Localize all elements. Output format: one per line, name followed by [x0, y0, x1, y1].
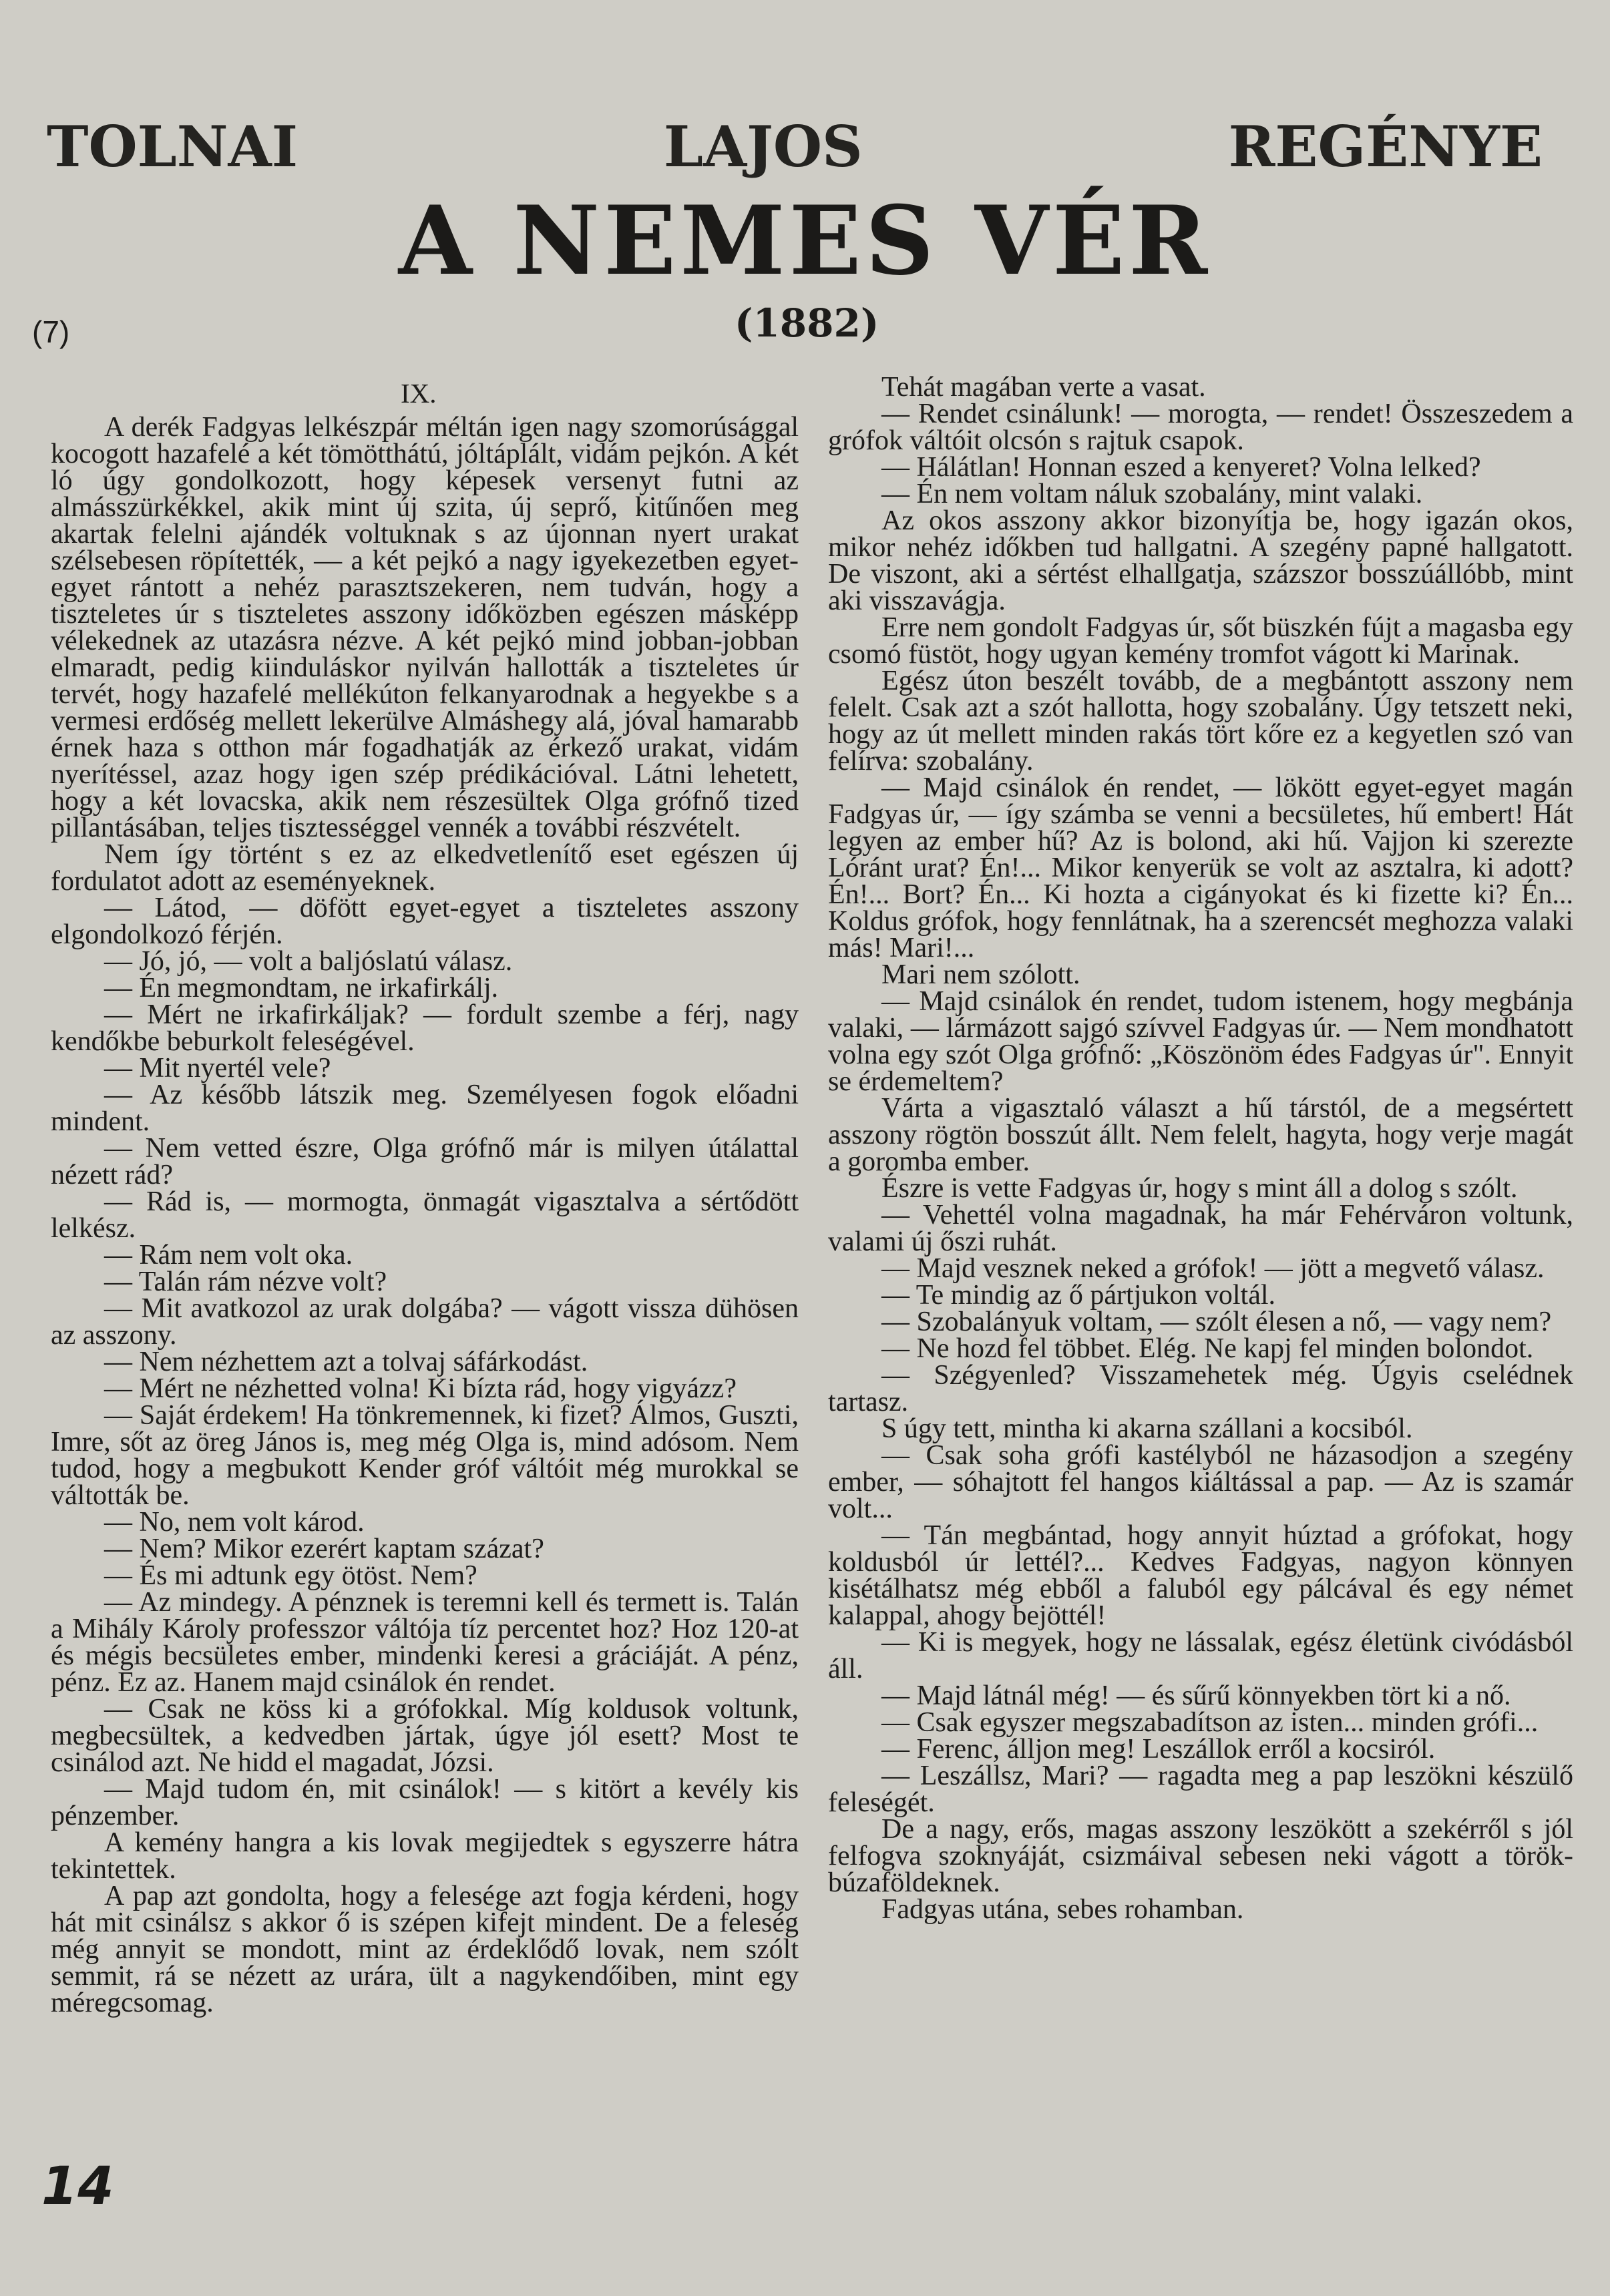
- serial-number: (7): [32, 314, 70, 349]
- paragraph: — Nem nézhettem azt a tolvaj sáfárkodást.: [104, 1347, 588, 1377]
- novel-title: A NEMES VÉR: [398, 186, 1212, 296]
- paragraph: — Ki is megyek, hogy ne lássalak, egész életünk civódásból áll.: [828, 1627, 1573, 1684]
- paragraph: A pap azt gondolta, hogy a felesége azt fogja kérdeni, hogy hát mit csinálsz s akkor ő is szépen kifejt mindent. De a feleség még annyit se mondott, mint az érdeklődő lovak, nem szólt semmit, rá se nézett az urára, ült a nagykendőiben, mint egy méregcsomag.: [51, 1881, 799, 2018]
- left-column: [51, 414, 799, 2016]
- paragraph: — Majd látnál még! — és sűrű könnyekben tört ki a nő.: [881, 1680, 1511, 1711]
- paragraph: A derék Fadgyas lelkészpár méltán igen nagy szomorúsággal kocogott hazafelé a két tömötthátú, jóltáplált, vidám pejkón. A két ló úgy gondolkozott, hogy képesek versenyt futni az almásszürkékkel, akik mint új szita, új seprő, kitűnően meg akartak felelni ajándék voltuknak s az újonnan nyert urakat szélsebesen röpítették, — a két pejkó a nagy igyekezetben egyet-egyet rántott a nehéz parasztszekeren, nem tudván, hogy a tiszteletes úr s tiszteletes asszony időközben egészen másképp vélekednek az utazásra nézve. A két pejkó mind jobban-jobban elmaradt, pedig kiinduláskor nyilván hallották a tiszteletes úr tervét, hogy hazafelé mellékúton felkanyarodnak a hegyekbe s a vermesi erdőség mellett lekerülve Almáshegy alá, jóval hamarabb érnek haza s otthon már fogadhatják az érkező urakat, vidám nyerítéssel, azaz hogy igen szép prédikációval. Látni lehetett, hogy a két lovacska, akik nem részesültek Olga grófnő tized pillantásában, teljes tisztességgel vennék a további részvételt.: [51, 412, 799, 843]
- kicker-novel: REGÉNYE: [1228, 113, 1543, 180]
- paragraph: Tehát magában verte a vasat.: [881, 372, 1206, 403]
- paragraph: S úgy tett, mintha ki akarna szállani a kocsiból.: [881, 1413, 1413, 1444]
- paragraph: — Majd csinálok én rendet, tudom istenem, hogy megbánja valaki, — lármázott sajgó szívvel Fadgyas úr. — Nem mondhatott volna egy szót Olga grófnő: „Köszönöm édes Fadgyas úr". Ennyit se érdemeltem?: [828, 986, 1573, 1097]
- paragraph: — Rád is, — mormogta, önmagát vigasztalva a sértődött lelkész.: [51, 1186, 799, 1244]
- paragraph: Mari nem szólott.: [881, 959, 1080, 990]
- paragraph: Várta a vigasztaló választ a hű társtól, de a megsértett asszony rögtön bosszút állt. Nem felelt, hagyta, hogy verje magát a goromba ember.: [828, 1093, 1573, 1177]
- paragraph: — Csak egyszer megszabadítson az isten... minden grófi...: [881, 1707, 1539, 1738]
- paragraph: — Ferenc, álljon meg! Leszállok erről a kocsiról.: [881, 1734, 1436, 1765]
- paragraph: — Csak soha grófi kastélyból ne házasodjon a szegény ember, — sóhajtott fel hangos kiáltással a pap. — Az is szamár volt...: [828, 1440, 1573, 1524]
- paragraph: — Tán megbántad, hogy annyit húztad a grófokat, hogy koldusból úr lettél?... Kedves Fadgyas, nagyon könnyen kisétálhatsz még ebből a faluból egy pálcával és egy német kalappal, ahogy bejöttél!: [828, 1520, 1573, 1631]
- paragraph: — És mi adtunk egy ötöst. Nem?: [104, 1560, 477, 1591]
- paragraph: — Talán rám nézve volt?: [104, 1267, 387, 1297]
- kicker-author-last: LAJOS: [663, 113, 863, 180]
- right-column: [828, 374, 1573, 1923]
- page-number: 14: [41, 2156, 114, 2217]
- paragraph: — Leszállsz, Mari? — ragadta meg a pap leszökni készülő feleségét.: [828, 1761, 1573, 1818]
- novel-year: (1882): [735, 300, 879, 346]
- paragraph: — Vehettél volna magadnak, ha már Fehérváron voltunk, valami új őszi ruhát.: [828, 1200, 1573, 1257]
- paragraph: — Saját érdekem! Ha tönkremennek, ki fizet? Álmos, Guszti, Imre, sőt az öreg János is, meg még Olga is, mind adósom. Nem tudod, hogy a megbukott Kender gróf váltóit még murokkal se váltották be.: [51, 1400, 799, 1511]
- paragraph: — Rendet csinálunk! — morogta, — rendet! Összeszedem a grófok váltóit olcsón s rajtuk csapok.: [828, 399, 1573, 456]
- paragraph: — Látod, — döfött egyet-egyet a tiszteletes asszony elgondolkozó férjén.: [51, 893, 799, 950]
- paragraph: Egész úton beszélt tovább, de a megbántott asszony nem felelt. Csak azt a szót hallotta, hogy szobalány. Úgy tetszett neki, hogy az út mellett minden rakás tört kőre ez a kegyetlen szó van felírva: szobalány.: [828, 666, 1573, 776]
- paragraph: — Csak ne köss ki a grófokkal. Míg koldusok voltunk, megbecsültek, a kedvedben jártak, úgye jól esett? Most te csinálod azt. Ne hidd el magadat, Józsi.: [51, 1694, 799, 1778]
- paragraph: — No, nem volt károd.: [104, 1507, 365, 1538]
- paragraph: — Majd vesznek neked a grófok! — jött a megvető válasz.: [881, 1253, 1545, 1284]
- paragraph: — Majd csinálok én rendet, — lökött egyet-egyet magán Fadgyas úr, — így számba se venni a becsületes, hű embert! Hát legyen az ember hű? Az is bolond, aki hű. Vajjon ki szerezte Lóránt urat? Én!... Mikor kenyerük se volt az asztalra, ki adott? Én!... Bort? Én... Ki hozta a cigányokat és ki fizette ki? Én... Koldus grófok, hogy fennlátnak, ha a szerencsét meghozza valaki más! Mari!...: [828, 772, 1573, 963]
- paragraph: — Én megmondtam, ne irkafirkálj.: [104, 973, 499, 1003]
- paragraph: — Szobalányuk voltam, — szólt élesen a nő, — vagy nem?: [881, 1307, 1552, 1337]
- kicker-author-first: TOLNAI: [47, 113, 298, 180]
- paragraph: — Majd tudom én, mit csinálok! — s kitört a kevély kis pénzember.: [51, 1774, 799, 1831]
- paragraph: — Az később látszik meg. Személyesen fogok előadni mindent.: [51, 1080, 799, 1137]
- paragraph: — Te mindig az ő pártjukon voltál.: [881, 1280, 1276, 1311]
- chapter-heading: IX.: [401, 378, 437, 409]
- paragraph: Erre nem gondolt Fadgyas úr, sőt büszkén fújt a magasba egy csomó füstöt, hogy ugyan kemény tromfot vágott ki Marinak.: [828, 612, 1573, 670]
- paragraph: Fadgyas utána, sebes rohamban.: [881, 1894, 1244, 1925]
- paragraph: — Ne hozd fel többet. Elég. Ne kapj fel minden bolondot.: [881, 1333, 1534, 1364]
- paragraph: — Mit avatkozol az urak dolgába? — vágott vissza dühösen az asszony.: [51, 1293, 799, 1351]
- paragraph: — Nem vetted észre, Olga grófnő már is milyen útálattal nézett rád?: [51, 1133, 799, 1190]
- paragraph: Észre is vette Fadgyas úr, hogy s mint áll a dolog s szólt.: [881, 1173, 1518, 1204]
- paragraph: — Nem? Mikor ezerért kaptam százat?: [104, 1534, 544, 1564]
- novel-kicker: [47, 110, 1543, 184]
- paragraph: — Rám nem volt oka.: [104, 1240, 353, 1271]
- paragraph: — Mért ne nézhetted volna! Ki bízta rád, hogy vigyázz?: [104, 1373, 737, 1404]
- paragraph: A kemény hangra a kis lovak megijedtek s egyszerre hátra tekintettek.: [51, 1827, 799, 1885]
- paragraph: — Jó, jó, — volt a baljóslatú válasz.: [104, 946, 513, 977]
- paragraph: Az okos asszony akkor bizonyítja be, hogy igazán okos, mikor nehéz időkben tud hallgatni. A szegény papné hallgatott. De viszont, aki a sértést elhallgatja, százszor bosszúállóbb, mint aki visszavágja.: [828, 505, 1573, 616]
- paragraph: — Én nem voltam náluk szobalány, mint valaki.: [881, 479, 1423, 509]
- paragraph: — Szégyenled? Visszamehetek még. Úgyis cselédnek tartasz.: [828, 1360, 1573, 1417]
- paragraph: — Mért ne irkafirkáljak? — fordult szembe a férj, nagy kendőkbe beburkolt feleségével.: [51, 999, 799, 1057]
- paragraph: — Hálátlan! Honnan eszed a kenyeret? Volna lelked?: [881, 452, 1481, 483]
- paragraph: Nem így történt s ez az elkedvetlenítő eset egészen új fordulatot adott az eseményeknek.: [51, 839, 799, 897]
- paragraph: — Az mindegy. A pénznek is teremni kell és termett is. Talán a Mihály Károly professzor váltója tíz percentet hoz? Hoz 120-at és mégis becsületes ember, mindenki keresi a gráciáját. A pénz, pénz. Ez az. Hanem majd csinálok én rendet.: [51, 1587, 799, 1698]
- paragraph: — Mit nyertél vele?: [104, 1053, 331, 1084]
- paragraph: De a nagy, erős, magas asszony leszökött a szekérről s jól felfogva szoknyáját, csizmáival sebesen neki vágott a török-búzaföldeknek.: [828, 1814, 1573, 1898]
